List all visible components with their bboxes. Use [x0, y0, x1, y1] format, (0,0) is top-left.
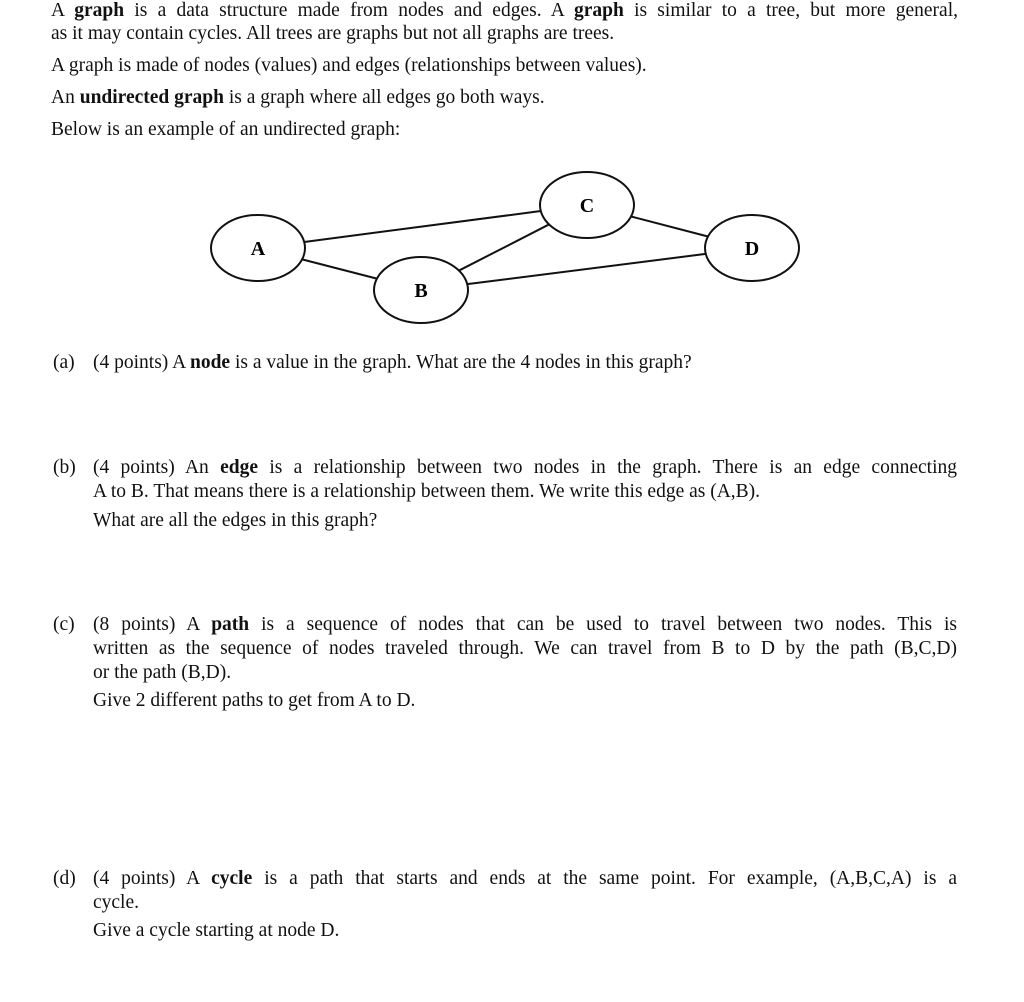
intro-line-2: as it may contain cycles. All trees are graphs but not all graphs are trees. [51, 23, 615, 44]
node-label-C: C [579, 195, 595, 217]
intro-paragraph-2: A graph is made of nodes (values) and edges (relationships between values). [51, 55, 647, 76]
term-cycle: cycle [211, 868, 253, 889]
term-edge: edge [220, 457, 259, 478]
text: is a value in the graph. What are the 4 nodes in this graph? [230, 352, 692, 373]
question-a [93, 351, 692, 375]
question-b-line-2: A to B. That means there is a relationship between them. We write this edge as (A,B). [93, 481, 761, 502]
node-label-A: A [250, 238, 266, 260]
text: is a sequence of nodes that can be used to travel between two nodes. This is [249, 614, 957, 635]
text: A [51, 0, 75, 21]
edge-B-D [467, 254, 705, 284]
node-label-B: B [414, 280, 428, 302]
graph-diagram [0, 0, 1024, 340]
node-label-D: D [744, 238, 760, 260]
text: (8 points) A [93, 614, 212, 635]
question-d-prompt: Give a cycle starting at node D. [93, 920, 340, 941]
question-b [93, 456, 957, 533]
question-c-label: (c) [53, 614, 75, 635]
term-path: path [211, 614, 250, 635]
term-graph: graph [74, 0, 125, 21]
question-c-line-2: written as the sequence of nodes traveled through. We can travel from B to D by the path (B,C,D) [93, 638, 957, 659]
question-b-line-1 [93, 456, 957, 480]
term-node: node [189, 352, 231, 373]
question-d-line-1 [93, 867, 957, 891]
edge-A-B [302, 259, 377, 278]
text: is a path that starts and ends at the same point. For example, (A,B,C,A) is a [252, 868, 957, 889]
question-a-label: (a) [53, 352, 75, 373]
question-c-prompt: Give 2 different paths to get from A to D. [93, 690, 416, 711]
term-undirected-graph: undirected graph [79, 87, 224, 108]
text: is a relationship between two nodes in the graph. There is an edge connecting [258, 457, 957, 478]
text: is similar to a tree, but more general, [623, 0, 958, 21]
question-c-line-1 [93, 613, 957, 637]
text: (4 points) A [93, 868, 212, 889]
question-d-label: (d) [53, 868, 76, 889]
text: is a graph where all edges go both ways. [224, 87, 545, 108]
intro-paragraph-4: Below is an example of an undirected graph: [51, 119, 401, 140]
text: is a data structure made from nodes and edges. A [124, 0, 574, 21]
question-c-line-3: or the path (B,D). [93, 662, 232, 683]
question-c [93, 613, 957, 713]
text: An [51, 87, 80, 108]
question-b-prompt: What are all the edges in this graph? [93, 510, 378, 531]
term-graph: graph [573, 0, 624, 21]
question-b-label: (b) [53, 457, 76, 478]
question-d-line-2: cycle. [93, 892, 140, 913]
edge-B-C [459, 224, 549, 270]
text: (4 points) An [93, 457, 221, 478]
edge-A-C [304, 211, 541, 242]
text: (4 points) A [93, 352, 190, 373]
question-d [93, 867, 957, 943]
edge-C-D [631, 216, 708, 236]
